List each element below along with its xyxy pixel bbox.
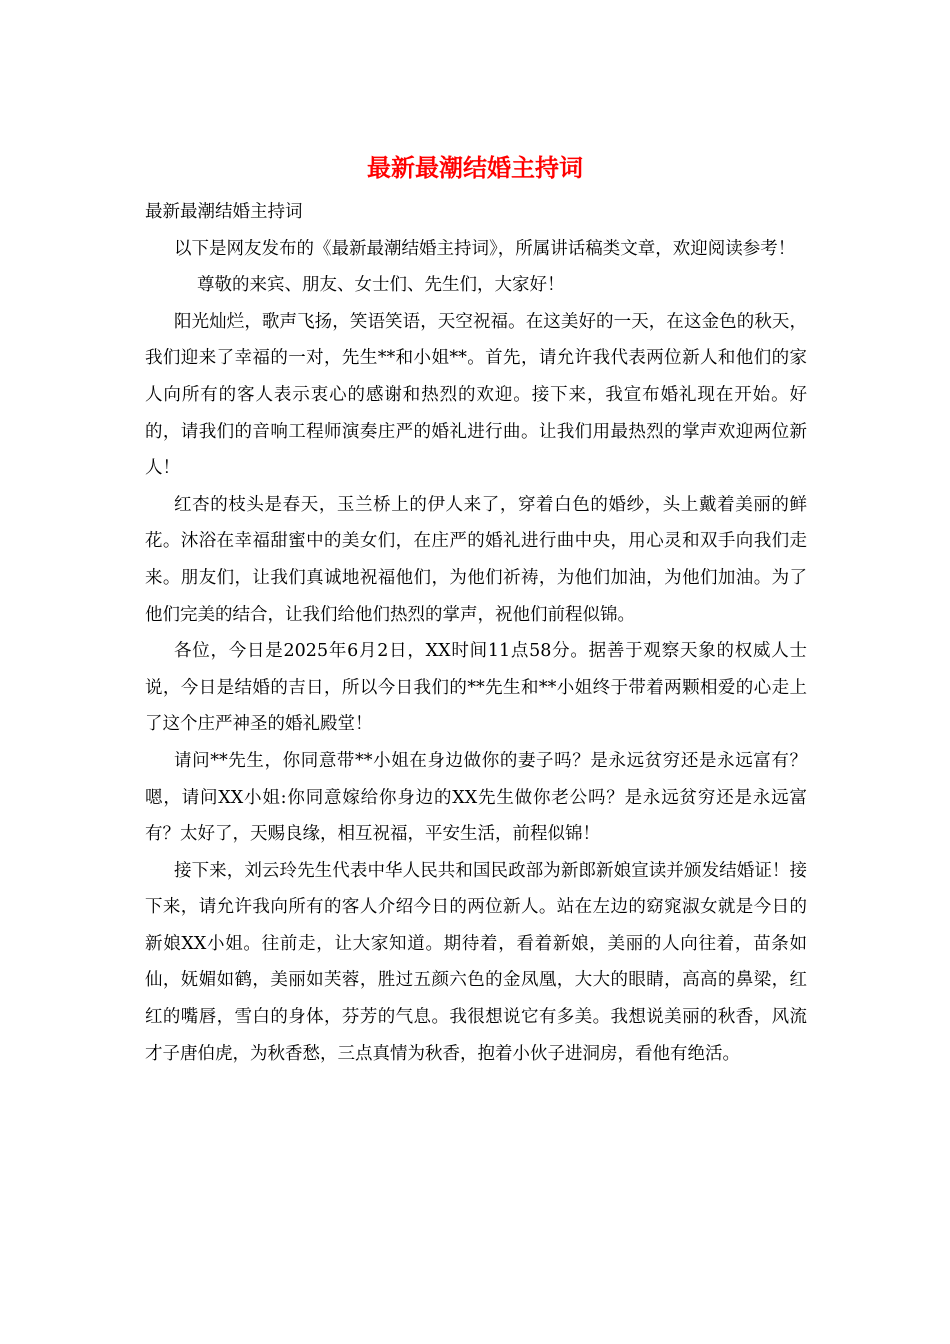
greeting-paragraph: 尊敬的来宾、朋友、女士们、先生们，大家好！ [197, 275, 565, 296]
document-title: 最新最潮结婚主持词 [367, 154, 583, 182]
body-paragraph: 阳光灿烂，歌声飞扬，笑语笑语，天空祝福。在这美好的一天，在这金色的秋天，我们迎来了幸福的一对，先生**和小姐**。首先，请允许我代表两位新人和他们的家人向所有的客人表示衷心的感谢和热烈的欢迎。接下来，我宣布婚礼现在开始。好的，请我们的音响工程师演奏庄严的婚礼进行曲。让我们用最热烈的掌声欢迎两位新人！ [145, 311, 807, 479]
document-subtitle: 最新最潮结婚主持词 [145, 202, 303, 222]
body-paragraph: 各位，今日是2025年6月2日，XX时间11点58分。据善于观察天象的权威人士说，今日是结婚的吉日，所以今日我们的**先生和**小姐终于带着两颗相爱的心走上了这个庄严神圣的婚礼殿堂！ [145, 641, 807, 735]
intro-paragraph: 以下是网友发布的《最新最潮结婚主持词》，所属讲话稿类文章，欢迎阅读参考！ [174, 238, 796, 259]
body-paragraph: 接下来，刘云玲先生代表中华人民共和国民政部为新郎新娘宣读并颁发结婚证！接下来，请允许我向所有的客人介绍今日的两位新人。站在左边的窈窕淑女就是今日的新娘XX小姐。往前走，让大家知道。期待着，看着新娘，美丽的人向往着，苗条如仙，妩媚如鹤，美丽如芙蓉，胜过五颜六色的金凤凰，大大的眼睛，高高的鼻梁，红红的嘴唇，雪白的身体，芬芳的气息。我很想说它有多美。我想说美丽的秋香，风流才子唐伯虎，为秋香愁，三点真情为秋香，抱着小伙子进洞房，看他有绝活。 [145, 860, 807, 1064]
body-paragraph: 请问**先生，你同意带**小姐在身边做你的妻子吗？是永远贫穷还是永远富有？嗯，请问XX小姐:你同意嫁给你身边的XX先生做你老公吗？是永远贫穷还是永远富有？太好了，天赐良缘，相互祝福，平安生活，前程似锦！ [145, 750, 807, 845]
document-body [145, 194, 807, 1072]
body-paragraph: 红杏的枝头是春天，玉兰桥上的伊人来了，穿着白色的婚纱，头上戴着美丽的鲜花。沐浴在幸福甜蜜中的美女们，在庄严的婚礼进行曲中央，用心灵和双手向我们走来。朋友们，让我们真诚地祝福他们，为他们祈祷，为他们加油，为他们加油。为了他们完美的结合，让我们给他们热烈的掌声，祝他们前程似锦。 [145, 494, 807, 625]
